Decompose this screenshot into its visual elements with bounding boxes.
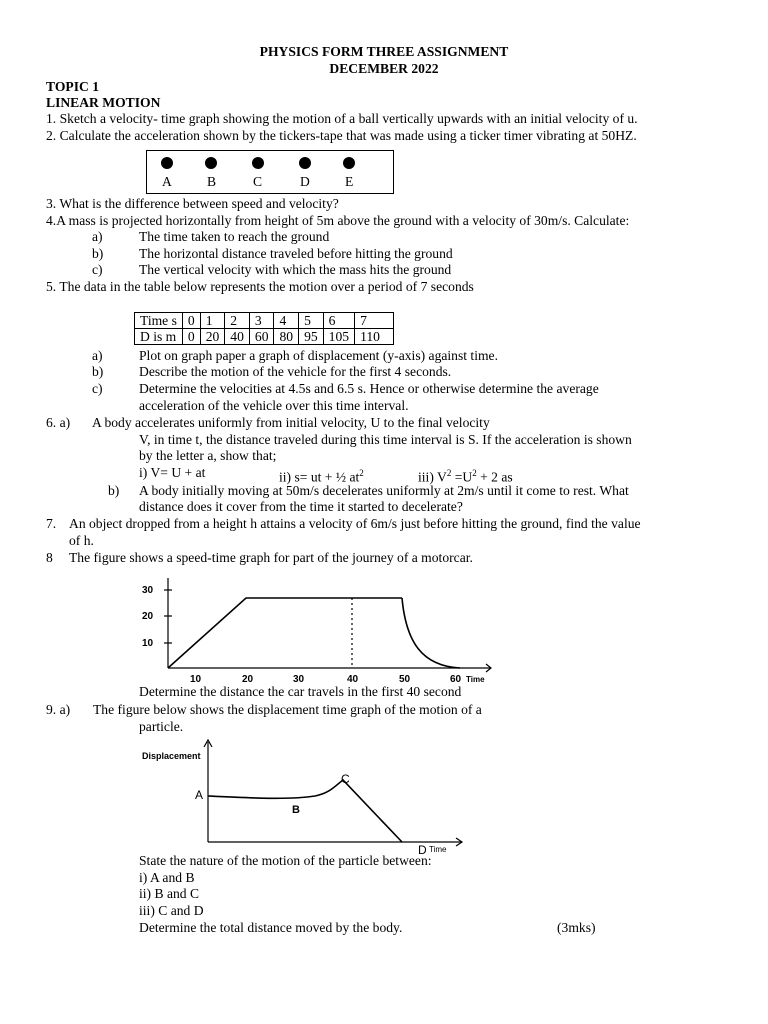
eq-text: iii) V (418, 469, 447, 485)
tape-dot (205, 157, 217, 169)
table-cell: 0 (182, 329, 200, 345)
y-axis-label: Displacement (142, 751, 201, 761)
part-label: b) (108, 483, 120, 498)
question-9-item: i) A and B (139, 870, 195, 885)
part-text: Plot on graph paper a graph of displacement (y-axis) against time. (139, 348, 498, 363)
part-text: A body initially moving at 50m/s decelerates uniformly at 2m/s until it come to rest. What (139, 483, 629, 498)
x-tick-label: 10 (190, 674, 202, 685)
question-7-line: An object dropped from a height h attains a velocity of 6m/s just before hitting the ground, find the value (69, 516, 641, 531)
table-cell: 6 (323, 313, 354, 329)
y-tick-label: 30 (142, 585, 154, 596)
table-cell: 40 (225, 329, 250, 345)
question-9-line: The figure below shows the displacement time graph of the motion of a (93, 702, 482, 717)
question-5: 5. The data in the table below represents the motion over a period of 7 seconds (46, 279, 474, 294)
part-label: c) (92, 381, 103, 396)
x-axis-label: Time (429, 845, 447, 854)
table-row (135, 329, 394, 345)
question-2: 2. Calculate the acceleration shown by the tickers-tape that was made using a ticker timer vibrating at 50HZ. (46, 128, 637, 143)
x-tick-label: 40 (347, 674, 359, 685)
table-cell: 95 (299, 329, 324, 345)
tape-dot (299, 157, 311, 169)
table-cell: 60 (249, 329, 274, 345)
x-tick-label: 20 (242, 674, 254, 685)
eq-sup: 2 (359, 468, 364, 478)
x-tick-label: 30 (293, 674, 305, 685)
part-text: The horizontal distance traveled before hitting the ground (139, 246, 453, 261)
tape-label: E (345, 174, 354, 189)
tape-label: A (162, 174, 172, 189)
part-text-continued: acceleration of the vehicle over this time interval. (139, 398, 409, 413)
eq-text: ii) s= ut + ½ at (279, 469, 360, 485)
motion-data-table (134, 312, 394, 345)
part-text: Determine the velocities at 4.5s and 6.5 s. Hence or otherwise determine the average (139, 381, 599, 396)
eq-sup: 2 (446, 468, 452, 478)
eq-text: + 2 as (476, 469, 513, 485)
question-9-line: particle. (139, 719, 184, 734)
equation-1: i) V= U + at (139, 465, 206, 480)
tape-label: C (253, 174, 263, 189)
question-8-text: The figure shows a speed-time graph for part of the journey of a motorcar. (69, 550, 473, 565)
question-7-line: of h. (69, 533, 94, 548)
part-label: a) (92, 229, 103, 244)
tape-dot (343, 157, 355, 169)
question-4: 4.A mass is projected horizontally from height of 5m above the ground with a velocity of 30m/s. Calculate: (46, 213, 630, 228)
tape-label: D (300, 174, 310, 189)
part-text: The time taken to reach the ground (139, 229, 330, 244)
point-label: C (341, 772, 350, 786)
part-label: b) (92, 246, 104, 261)
table-cell: 5 (299, 313, 324, 329)
table-cell: 105 (323, 329, 354, 345)
tape-dot (252, 157, 264, 169)
speed-time-graph (130, 572, 500, 690)
table-cell: D is m (135, 329, 183, 345)
table-cell: 2 (225, 313, 250, 329)
eq-text: =U (451, 469, 473, 485)
displacement-curve (208, 780, 402, 842)
table-cell: 1 (200, 313, 225, 329)
part-text: distance does it cover from the time it started to decelerate? (139, 499, 463, 514)
speed-line (168, 598, 402, 668)
x-tick-label: 60 (450, 674, 462, 685)
question-7-number: 7. (46, 516, 57, 531)
deceleration-curve (402, 598, 460, 668)
question-8-followup: Determine the distance the car travels in the first 40 second (139, 684, 462, 699)
x-tick-label: 50 (399, 674, 411, 685)
topic-name: LINEAR MOTION (46, 95, 161, 110)
assignment-date: DECEMBER 2022 (329, 61, 439, 76)
ticker-tape (146, 150, 394, 194)
question-3: 3. What is the difference between speed and velocity? (46, 196, 339, 211)
table-cell: Time s (135, 313, 183, 329)
question-6-line: by the letter a, show that; (139, 448, 277, 463)
table-cell: 3 (249, 313, 274, 329)
question-9-state: State the nature of the motion of the particle between: (139, 853, 432, 868)
part-label: a) (92, 348, 103, 363)
question-6-line: A body accelerates uniformly from initial velocity, U to the final velocity (92, 415, 490, 430)
table-cell: 7 (355, 313, 394, 329)
point-label: B (292, 804, 300, 816)
marks-label: (3mks) (557, 920, 596, 935)
question-9-item: iii) C and D (139, 903, 204, 918)
part-text: Describe the motion of the vehicle for the first 4 seconds. (139, 364, 452, 379)
tape-label: B (207, 174, 217, 189)
table-cell: 4 (274, 313, 299, 329)
eq-sup: 2 (472, 468, 477, 478)
question-1: 1. Sketch a velocity- time graph showing the motion of a ball vertically upwards with an initial velocity of u. (46, 111, 638, 126)
y-tick-label: 10 (142, 638, 154, 649)
x-axis-label: Time (466, 675, 485, 684)
table-cell: 80 (274, 329, 299, 345)
question-6-line: V, in time t, the distance traveled during this time interval is S. If the acceleration is shown (139, 432, 632, 447)
assignment-title: PHYSICS FORM THREE ASSIGNMENT (259, 44, 509, 59)
part-label: b) (92, 364, 104, 379)
table-cell: 0 (182, 313, 200, 329)
displacement-time-graph (140, 736, 480, 858)
point-label: A (195, 788, 204, 802)
question-9-number: 9. a) (46, 702, 71, 717)
tape-dot (161, 157, 173, 169)
question-9-total: Determine the total distance moved by the body. (139, 920, 403, 935)
part-text: The vertical velocity with which the mass hits the ground (139, 262, 452, 277)
table-row (135, 313, 394, 329)
table-cell: 20 (200, 329, 225, 345)
part-label: c) (92, 262, 103, 277)
question-6-number: 6. a) (46, 415, 71, 430)
question-8-number: 8 (46, 550, 53, 565)
table-cell: 110 (355, 329, 394, 345)
y-tick-label: 20 (142, 611, 154, 622)
topic-label: TOPIC 1 (46, 79, 100, 94)
question-9-item: ii) B and C (139, 886, 200, 901)
point-label: D (418, 843, 427, 857)
